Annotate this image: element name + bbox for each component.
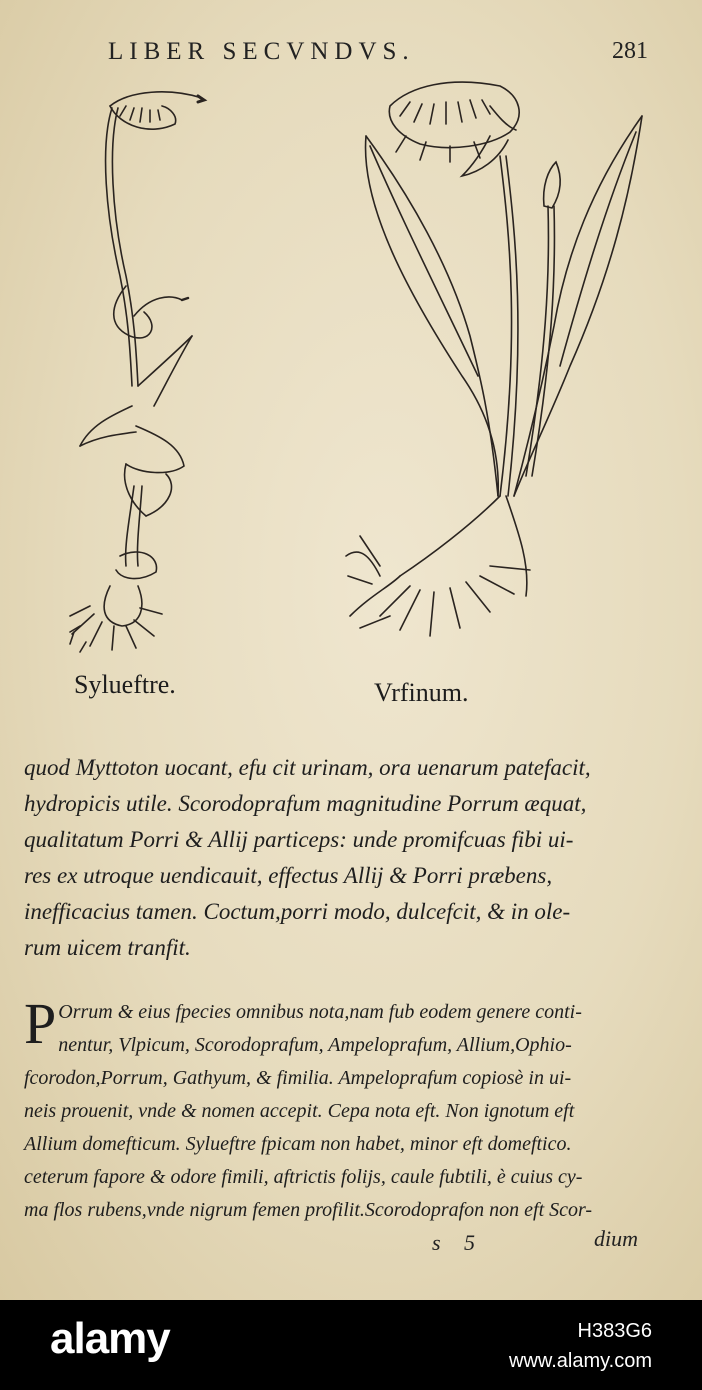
caption-vrfinum: Vrfinum. [374,678,469,707]
paragraph-1-line: inefficacius tamen. Coctum,porri modo, dulcefcit, & in ole- [24,899,571,924]
woodcut-vrfinum [330,76,660,656]
footer-url: www.alamy.com [509,1350,652,1372]
paragraph-1-line: qualitatum Porri & Allij particeps: unde promifcuas fibi ui- [24,827,574,852]
paragraph-1-line: quod Myttoton uocant, efu cit urinam, ora uenarum patefacit, [24,755,591,780]
paragraph-2-line: ma flos rubens,vnde nigrum femen profilit.Scorodoprafon non eft Scor- [24,1199,593,1221]
drop-cap: P [24,991,57,1056]
catchword: dium [594,1226,638,1251]
paragraph-2-line: fcorodon,Porrum, Gathyum, & fimilia. Ampeloprafum copiosè in ui- [24,1067,572,1089]
paragraph-2 [24,991,664,1227]
paragraph-2-line: Allium domefticum. Sylueftre fpicam non habet, minor eft domeftico. [24,1133,572,1155]
woodcut-sylueftre [50,86,220,656]
paragraph-2-line: ceterum fapore & odore fimili, aftrictis folijs, caule fubtili, è cuius cy- [24,1166,583,1188]
paragraph-1-line: hydropicis utile. Scorodoprafum magnitudine Porrum æquat, [24,791,587,816]
paragraph-1-line: rum uicem tranfit. [24,935,191,960]
running-title: LIBER SECVNDVS. [108,38,415,65]
paragraph-2-line: neis prouenit, vnde & nomen accepit. Cepa nota eft. Non ignotum eft [24,1100,575,1122]
paragraph-1-line: res ex utroque uendicauit, effectus Allij & Porri præbens, [24,863,553,888]
brand-logo: alamy [50,1314,170,1363]
signature-mark: s 5 [432,1230,476,1255]
caption-sylueftre: Sylueftre. [74,670,176,699]
paragraph-2-line: Orrum & eius fpecies omnibus nota,nam fub eodem genere conti- [58,1001,582,1023]
watermark-footer [0,1300,702,1390]
page-number: 281 [612,38,648,64]
paragraph-1 [24,750,664,966]
paragraph-2-line: nentur, Vlpicum, Scorodoprafum, Ampeloprafum, Allium,Ophio- [58,1034,572,1056]
image-code: H383G6 [577,1320,652,1342]
